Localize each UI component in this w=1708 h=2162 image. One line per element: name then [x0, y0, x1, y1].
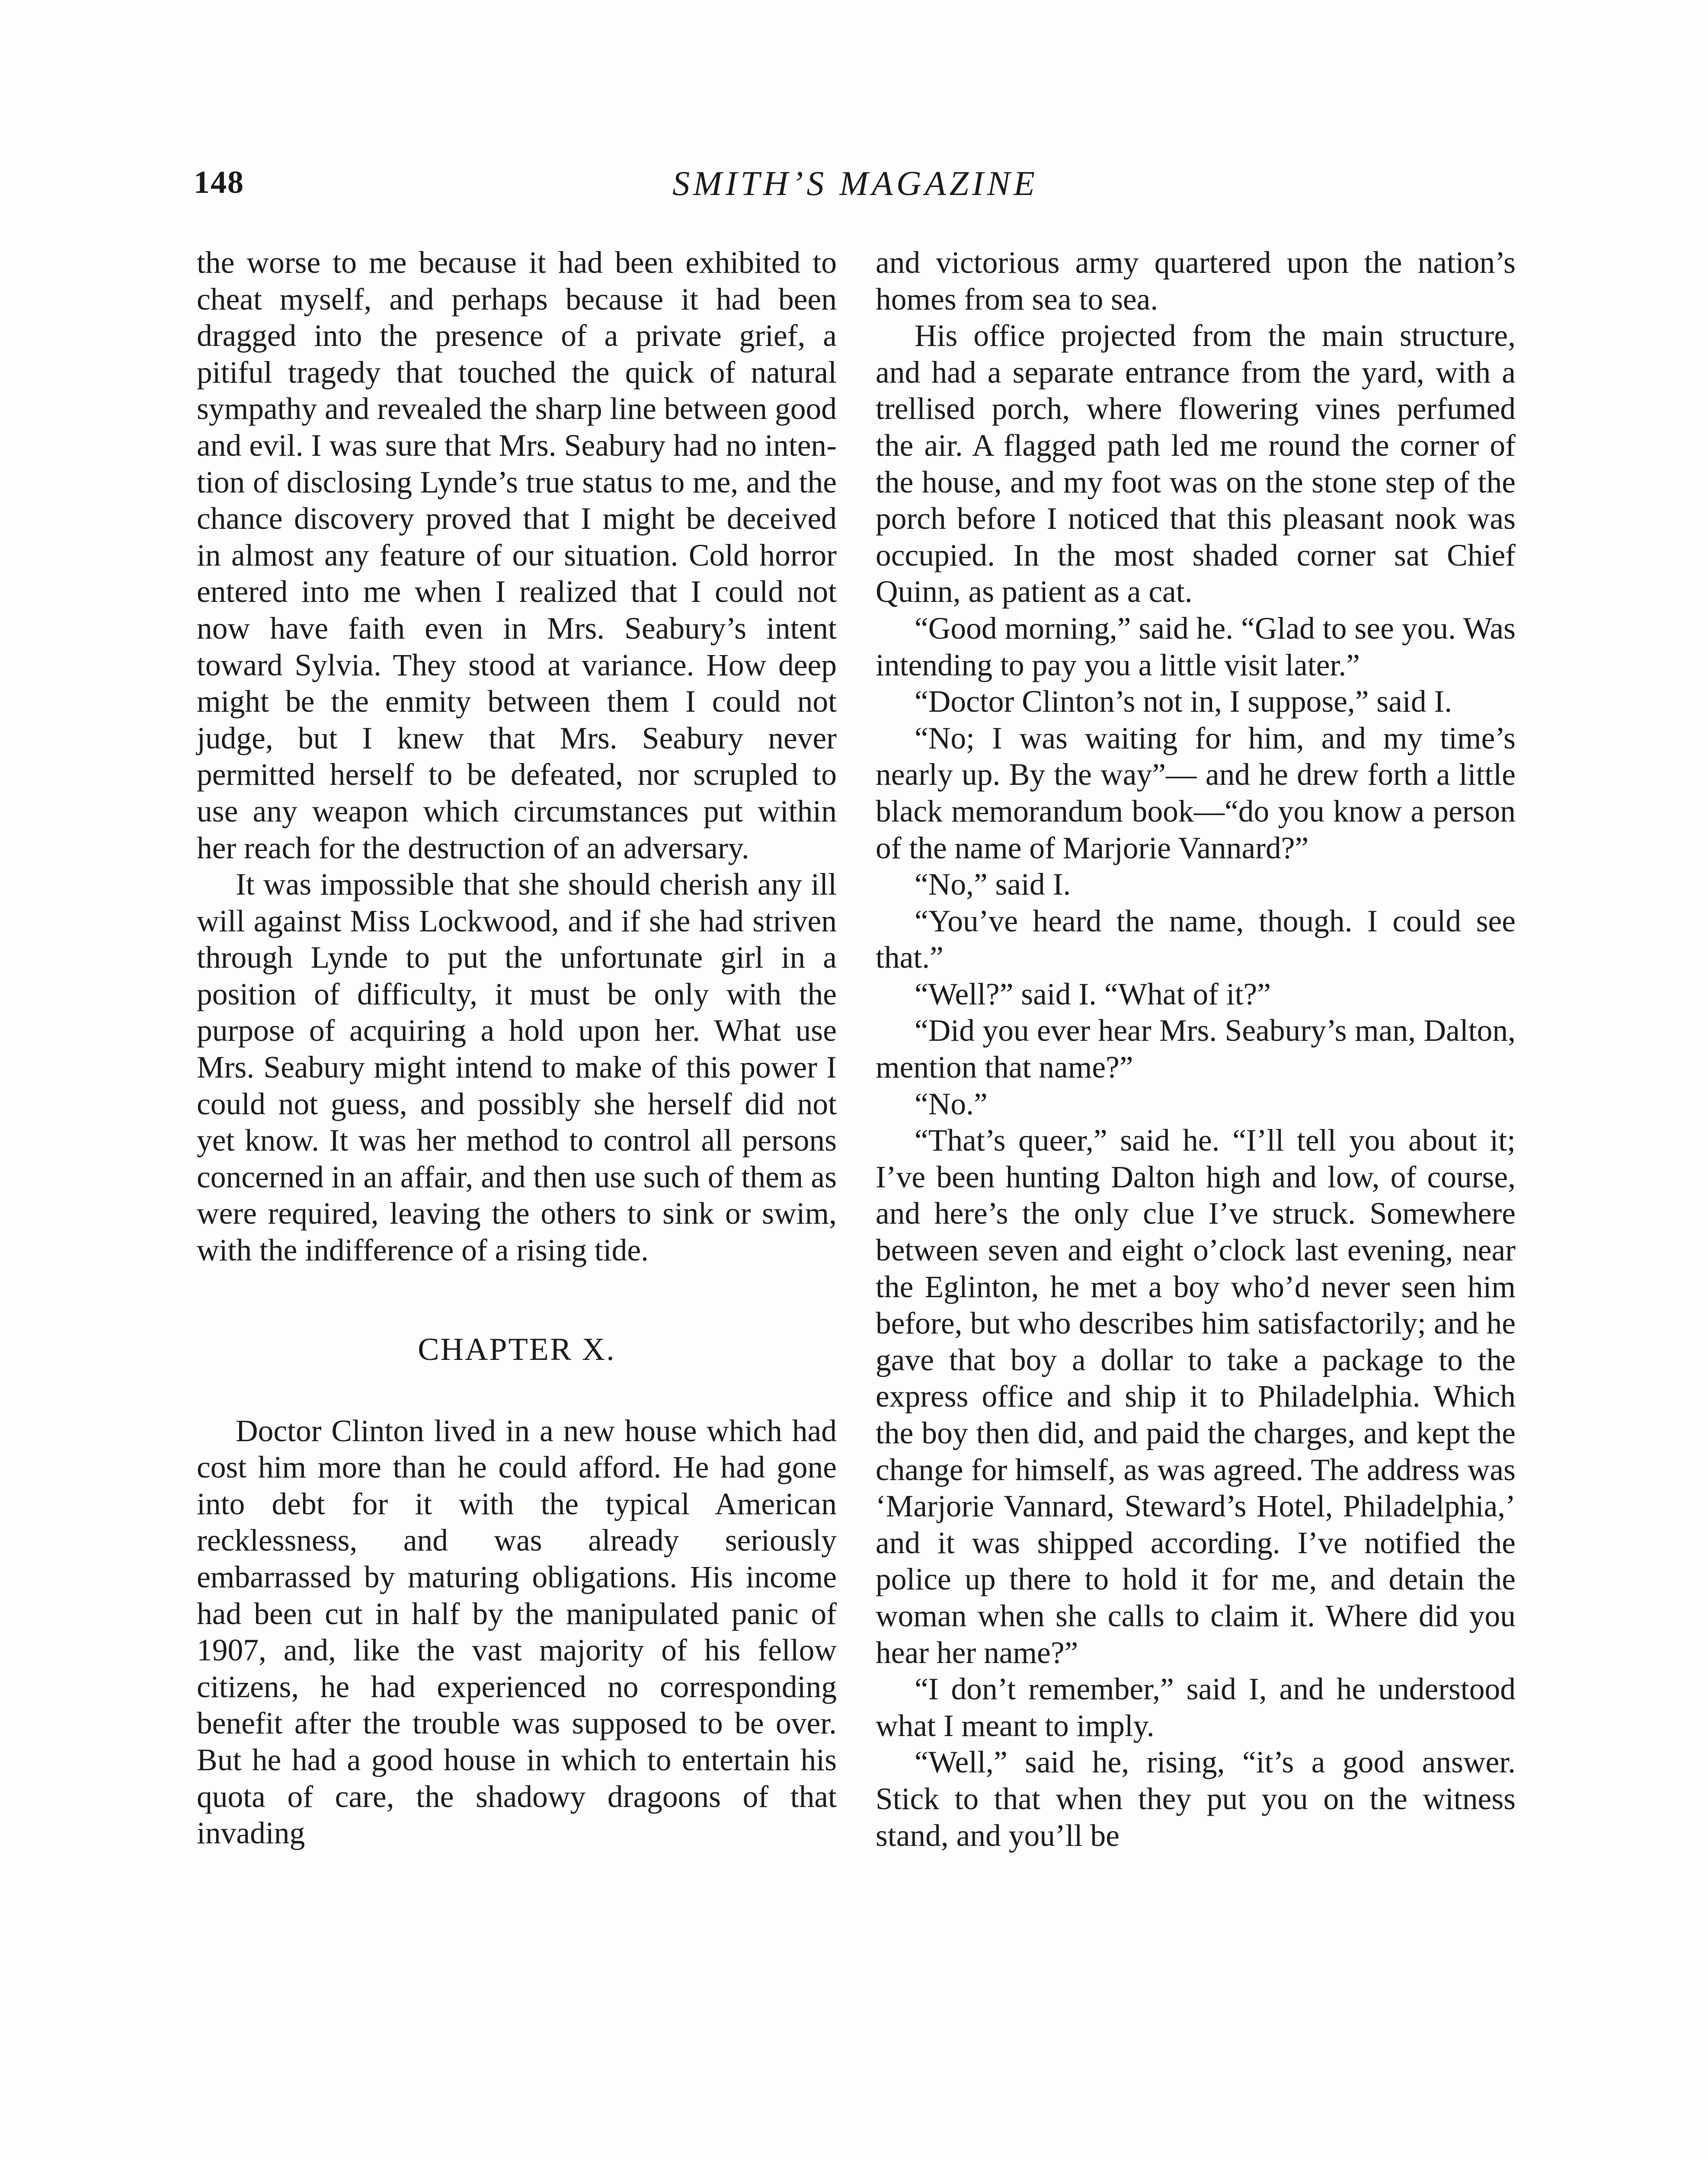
paragraph: “You’ve heard the name, though. I could see that.”: [876, 904, 1516, 975]
paragraph: the worse to me because it had been exhibited to cheat myself, and perhaps because it had been dragged into the presence of a private grief, a pitiful tragedy that touched the quick of natural sympathy and revealed the sharp line between good and evil. I was sure that Mrs. Seabury had no intention of disclosing Lynde’s true status to me, and the chance discovery proved that I might be deceived in almost any feature of our situation. Cold horror entered into me when I realized that I could not now have faith even in Mrs. Seabury’s intent toward Sylvia. They stood at variance. How deep might be the enmity between them I could not judge, but I knew that Mrs. Seabury never permitted herself to be defeated, nor scrupled to use any weapon which circumstances put within her reach for the destruction of an adversary.: [197, 246, 837, 865]
paragraph: His office projected from the main structure, and had a separate entrance from the yard, with a trellised porch, where flowering vines perfumed the air. A flagged path led me round the corner of the house, and my foot was on the stone step of the porch before I noticed that this pleasant nook was occupied. In the most shaded corner sat Chief Quinn, as patient as a cat.: [876, 319, 1516, 609]
paragraph: “No.”: [915, 1087, 988, 1121]
paragraph: and victorious army quartered upon the nation’s homes from sea to sea.: [876, 246, 1516, 317]
paragraph: “Doctor Clinton’s not in, I suppose,” said I.: [915, 684, 1452, 719]
chapter-heading: CHAPTER X.: [418, 1331, 616, 1367]
paragraph: It was impossible that she should cherish any ill will against Miss Lockwood, and if she had striven through Lynde to put the unfortunate girl in a position of difficulty, it must be only with the purpose of acquiring a hold upon her. What use Mrs. Seabury might intend to make of this power I could not guess, and possibly she herself did not yet know. It was her method to control all persons concerned in an affair, and then use such of them as were required, leaving the others to sink or swim, with the indifference of a rising tide.: [197, 867, 837, 1268]
paragraph: “I don’t remember,” said I, and he understood what I meant to imply.: [876, 1672, 1516, 1743]
page-number: 148: [194, 165, 244, 200]
paragraph: “Did you ever hear Mrs. Seabury’s man, Dalton, mention that name?”: [876, 1014, 1516, 1085]
left-column: [197, 245, 837, 1852]
page-header: [194, 164, 1517, 216]
paragraph: “Well?” said I. “What of it?”: [915, 977, 1271, 1011]
paragraph: “No,” said I.: [915, 867, 1071, 902]
right-column: [876, 245, 1516, 1854]
paragraph: “That’s queer,” said he. “I’ll tell you about it; I’ve been hunting Dalton high and low, of course, and here’s the only clue I’ve struck. Somewhere between seven and eight o’clock last evening, near the Eglinton, he met a boy who’d never seen him before, but who describes him satisfactorily; and he gave that boy a dollar to take a package to the express office and ship it to Philadelphia. Which the boy then did, and paid the charges, and kept the change for himself, as was agreed. The address was ‘Marjorie Vannard, Steward’s Hotel, Philadelphia,’ and it was shipped according. I’ve notified the police up there to hold it for me, and detain the woman when she calls to claim it. Where did you hear her name?”: [876, 1123, 1516, 1670]
paragraph: “Well,” said he, rising, “it’s a good answer. Stick to that when they put you on the witness stand, and you’ll be: [876, 1745, 1516, 1853]
paragraph: “Good morning,” said he. “Glad to see you. Was intending to pay you a little visit later.”: [876, 611, 1516, 682]
paragraph: “No; I was waiting for him, and my time’s nearly up. By the way”— and he drew forth a little black memorandum book—“do you know a person of the name of Marjorie Vannard?”: [876, 721, 1516, 865]
paragraph: Doctor Clinton lived in a new house which had cost him more than he could afford. He had gone into debt for it with the typical American recklessness, and was already seriously embarrassed by maturing obligations. His income had been cut in half by the manipulated panic of 1907, and, like the vast majority of his fellow citizens, he had experienced no corresponding benefit after the trouble was supposed to be over. But he had a good house in which to entertain his quota of care, the shadowy dragoons of that invading: [197, 1414, 837, 1851]
running-title: SMITH’S MAGAZINE: [672, 165, 1038, 203]
